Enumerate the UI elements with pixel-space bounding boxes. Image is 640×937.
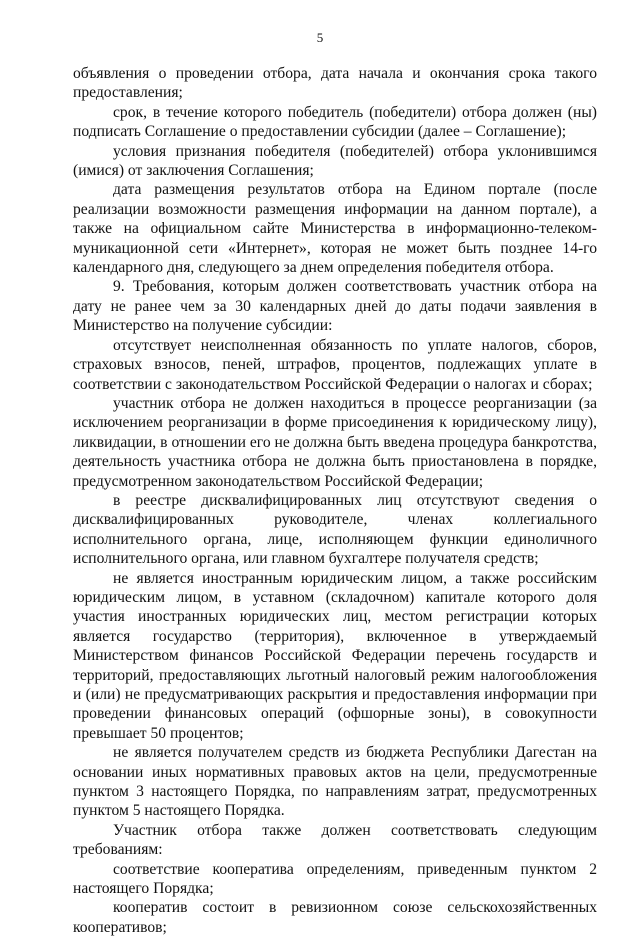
paragraph-6: отсутствует неисполненная обязанность по уплате налогов, сборов, страховых взносов, пеней, штрафов, процентов, подлежащих уплате в соответствии с законодательством Российской Федерации о налогах и сборах; — [73, 336, 597, 393]
document-body — [73, 64, 597, 937]
paragraph-7: участник отбора не должен находиться в процессе реорганизации (за исключением реорганизации в форме присоединения к юридическому лицу), ликвидации, в отношении его не должна быть введена процедура банкротства, деятельность участника отбора не должна быть приостановлена в порядке, предусмотренном законодательством Российской Федерации; — [73, 394, 597, 490]
paragraph-1: объявления о проведении отбора, дата начала и окончания срока такого предоставления; — [73, 65, 597, 102]
paragraph-8: в реестре дисквалифицированных лиц отсутствуют сведения о дисквалифицированных руководителе, членах коллегиального исполнительного органа, лице, исполняющем функции единоличного исполнительного органа, или главном бухгалтере получателя средств; — [73, 491, 597, 568]
paragraph-13: кооператив состоит в ревизионном союзе сельскохозяйственных кооперативов; — [73, 899, 597, 936]
paragraph-10: не является получателем средств из бюджета Республики Дагестан на основании иных нормативных правовых актов на цели, предусмотренные пунктом 3 настоящего Порядка, по направлениям затрат, предусмотренных пунктом 5 настоящего Порядка. — [73, 744, 597, 820]
paragraph-3: условия признания победителя (победителей) отбора уклонившимся (имися) от заключения Соглашения; — [73, 142, 597, 180]
paragraph-5: 9. Требования, которым должен соответствовать участник отбора на дату не ранее чем за 30 календарных дней до даты подачи заявления в Министерство на получение субсидии: — [73, 278, 597, 335]
page-number: 5 — [316, 30, 324, 45]
paragraph-4: дата размещения результатов отбора на Едином портале (после реализации возможности размещения информации на данном портале), а также на официальном сайте Министерства в информационно-телеком-муникационной сети «Интернет», которая не может быть позднее 14-го календарного дня, следующего за днем определения победителя отбора. — [73, 181, 597, 277]
paragraph-9: не является иностранным юридическим лицом, а также российским юридическим лицом, в уставном (складочном) капитале которого доля участия иностранных юридических лиц, местом регистрации которых является государство (территория), включенное в утверждаемый Министерством финансов Российской Федерации перечень государств и территорий, предоставляющих льготный налоговый режим налогообложения и (или) не предусматривающих раскрытия и предоставления информации при проведении финансовых операций (офшорные зоны), в совокупности превышает 50 процентов; — [73, 569, 597, 742]
paragraph-2: срок, в течение которого победитель (победители) отбора должен (ны) подписать Соглашение о предоставлении субсидии (далее – Соглашение); — [73, 103, 597, 141]
paragraph-11: Участник отбора также должен соответствовать следующим требованиям: — [73, 821, 597, 859]
paragraph-12: соответствие кооператива определениям, приведенным пунктом 2 настоящего Порядка; — [73, 860, 597, 898]
